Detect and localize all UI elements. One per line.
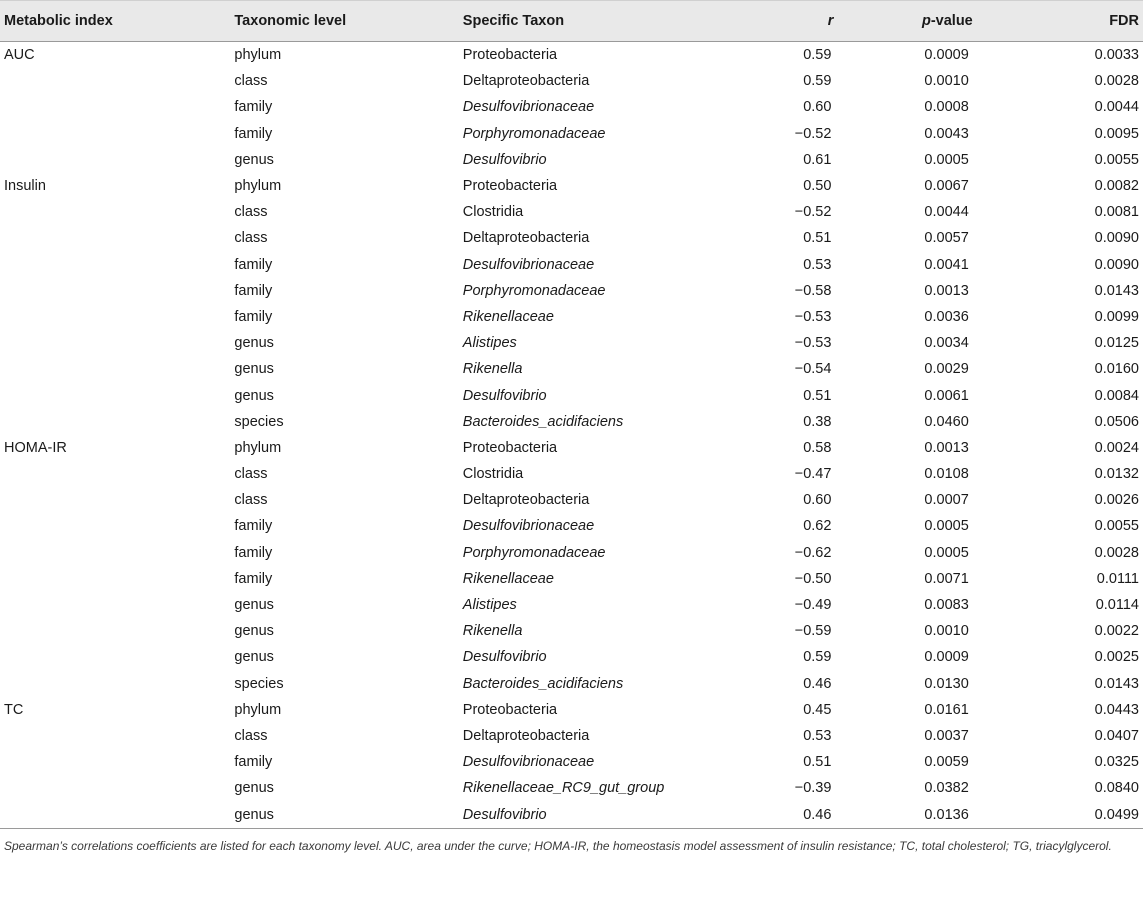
cell-metabolic-index	[0, 356, 234, 382]
cell-p-value: 0.0010	[924, 623, 969, 640]
header-p-suffix: -value	[930, 13, 973, 29]
table-row	[0, 540, 1143, 566]
cell-specific-taxon: Rikenellaceae	[462, 570, 554, 587]
cell-metabolic-index	[0, 409, 234, 435]
cell-fdr: 0.0022	[1094, 623, 1139, 640]
cell-fdr: 0.0033	[1094, 47, 1139, 64]
cell-fdr: 0.0055	[1094, 151, 1139, 168]
cell-p-value: 0.0036	[924, 308, 969, 325]
cell-metabolic-index	[0, 252, 234, 278]
cell-metabolic-index	[0, 382, 234, 408]
cell-fdr: 0.0499	[1029, 801, 1143, 828]
table-row	[0, 697, 1143, 723]
table-body	[0, 42, 1143, 829]
cell-taxonomic-level: genus	[234, 361, 274, 378]
cell-p-value: 0.0029	[924, 361, 969, 378]
cell-metabolic-index	[0, 461, 234, 487]
cell-specific-taxon: Desulfovibrio	[463, 801, 743, 828]
cell-specific-taxon: Desulfovibrio	[462, 649, 547, 666]
cell-fdr: 0.0325	[1094, 754, 1139, 771]
cell-specific-taxon: Desulfovibrionaceae	[462, 754, 595, 771]
cell-metabolic-index	[0, 566, 234, 592]
cell-taxonomic-level: genus	[234, 151, 274, 168]
table-row	[0, 513, 1143, 539]
header-row	[0, 1, 1143, 42]
cell-metabolic-index	[0, 801, 234, 828]
cell-metabolic-index	[0, 199, 234, 225]
header-p-italic: p	[921, 13, 931, 29]
header-metabolic-index: Metabolic index	[0, 1, 234, 42]
cell-fdr: 0.0143	[1094, 675, 1139, 692]
cell-fdr: 0.0506	[1094, 413, 1139, 430]
table-row	[0, 225, 1143, 251]
cell-p-value: 0.0037	[924, 727, 969, 744]
cell-taxonomic-level: class	[234, 230, 268, 247]
cell-r: −0.49	[794, 597, 832, 614]
cell-p-value: 0.0071	[924, 570, 969, 587]
cell-taxonomic-level: family	[234, 570, 273, 587]
cell-r: 0.51	[803, 387, 832, 404]
cell-r: 0.59	[803, 47, 832, 64]
cell-r: 0.58	[803, 439, 832, 456]
cell-fdr: 0.0099	[1094, 308, 1139, 325]
cell-p-value: 0.0005	[924, 151, 969, 168]
cell-r: 0.62	[803, 518, 832, 535]
cell-r: −0.59	[794, 623, 832, 640]
table-row	[0, 199, 1143, 225]
header-specific-taxon: Specific Taxon	[463, 1, 743, 42]
cell-taxonomic-level: class	[234, 466, 268, 483]
cell-fdr: 0.0025	[1094, 649, 1139, 666]
cell-fdr: 0.0143	[1094, 282, 1139, 299]
cell-specific-taxon: Deltaproteobacteria	[462, 492, 590, 509]
cell-r: 0.38	[803, 413, 832, 430]
cell-metabolic-index	[0, 592, 234, 618]
cell-fdr: 0.0125	[1094, 335, 1139, 352]
cell-p-value: 0.0043	[924, 125, 969, 142]
cell-taxonomic-level: phylum	[234, 47, 282, 64]
cell-fdr: 0.0443	[1094, 701, 1139, 718]
cell-specific-taxon: Rikenella	[462, 623, 523, 640]
cell-specific-taxon: Deltaproteobacteria	[462, 727, 590, 744]
cell-fdr: 0.0090	[1094, 256, 1139, 273]
cell-p-value: 0.0044	[924, 204, 969, 221]
cell-specific-taxon: Clostridia	[462, 204, 524, 221]
table-row	[0, 435, 1143, 461]
cell-metabolic-index	[0, 723, 234, 749]
cell-specific-taxon: Proteobacteria	[462, 47, 558, 64]
cell-p-value: 0.0008	[924, 99, 969, 116]
cell-p-value: 0.0010	[924, 73, 969, 90]
cell-r: 0.51	[803, 230, 832, 247]
cell-p-value: 0.0009	[924, 47, 969, 64]
cell-metabolic-index	[0, 671, 234, 697]
cell-p-value: 0.0057	[924, 230, 969, 247]
table-row	[0, 644, 1143, 670]
cell-taxonomic-level: genus	[234, 649, 274, 666]
cell-p-value: 0.0009	[924, 649, 969, 666]
cell-specific-taxon: Desulfovibrio	[462, 387, 547, 404]
cell-r: −0.52	[794, 204, 832, 221]
table-row	[0, 147, 1143, 173]
cell-metabolic-index	[0, 121, 234, 147]
cell-r: 0.45	[803, 701, 832, 718]
table-row	[0, 775, 1143, 801]
header-p-value	[833, 1, 1028, 42]
table-row	[0, 304, 1143, 330]
table-row	[0, 409, 1143, 435]
cell-fdr: 0.0028	[1094, 73, 1139, 90]
cell-metabolic-index	[0, 278, 234, 304]
cell-taxonomic-level: family	[234, 256, 273, 273]
cell-p-value: 0.0382	[924, 780, 969, 797]
cell-p-value: 0.0108	[924, 466, 969, 483]
cell-specific-taxon: Desulfovibrionaceae	[462, 518, 595, 535]
header-taxonomic-level: Taxonomic level	[234, 1, 462, 42]
cell-taxonomic-level: family	[234, 99, 273, 116]
cell-fdr: 0.0084	[1094, 387, 1139, 404]
cell-r: 0.50	[803, 178, 832, 195]
cell-metabolic-index	[0, 749, 234, 775]
cell-taxonomic-level: class	[234, 492, 268, 509]
cell-taxonomic-level: family	[234, 754, 273, 771]
cell-metabolic-index	[0, 618, 234, 644]
cell-fdr: 0.0407	[1094, 727, 1139, 744]
cell-p-value: 0.0007	[924, 492, 969, 509]
table-row	[0, 618, 1143, 644]
cell-r: −0.53	[794, 335, 832, 352]
cell-fdr: 0.0095	[1094, 125, 1139, 142]
cell-p-value: 0.0083	[924, 597, 969, 614]
cell-specific-taxon: Desulfovibrionaceae	[462, 99, 595, 116]
cell-taxonomic-level: species	[234, 675, 284, 692]
cell-metabolic-index	[0, 68, 234, 94]
cell-fdr: 0.0055	[1094, 518, 1139, 535]
cell-p-value: 0.0130	[924, 675, 969, 692]
cell-specific-taxon: Rikenellaceae_RC9_gut_group	[462, 780, 665, 797]
cell-metabolic-index	[0, 330, 234, 356]
cell-r: −0.54	[794, 361, 832, 378]
header-fdr: FDR	[1029, 1, 1143, 42]
cell-metabolic-index: HOMA-IR	[4, 439, 67, 456]
cell-specific-taxon: Alistipes	[462, 597, 517, 614]
cell-metabolic-index: TC	[4, 701, 24, 718]
cell-specific-taxon: Rikenellaceae	[462, 308, 554, 325]
cell-metabolic-index: Insulin	[4, 178, 46, 195]
cell-p-value: 0.0041	[924, 256, 969, 273]
table-header	[0, 1, 1143, 42]
table-row	[0, 487, 1143, 513]
cell-r: 0.59	[803, 649, 832, 666]
cell-taxonomic-level: class	[234, 73, 268, 90]
cell-r: 0.46	[803, 675, 832, 692]
table-row	[0, 356, 1143, 382]
cell-metabolic-index	[0, 94, 234, 120]
cell-p-value: 0.0005	[924, 544, 969, 561]
cell-taxonomic-level: genus	[234, 623, 274, 640]
cell-specific-taxon: Proteobacteria	[462, 439, 558, 456]
table-row	[0, 252, 1143, 278]
table-row	[0, 94, 1143, 120]
cell-taxonomic-level: family	[234, 308, 273, 325]
table-row	[0, 382, 1143, 408]
cell-specific-taxon: Proteobacteria	[462, 178, 558, 195]
cell-specific-taxon: Bacteroides_acidifaciens	[462, 413, 624, 430]
cell-r: −0.50	[794, 570, 832, 587]
cell-r: −0.47	[794, 466, 832, 483]
cell-specific-taxon: Desulfovibrionaceae	[462, 256, 595, 273]
cell-fdr: 0.0132	[1094, 466, 1139, 483]
cell-p-value: 0.0005	[924, 518, 969, 535]
cell-taxonomic-level: genus	[234, 335, 274, 352]
cell-fdr: 0.0160	[1094, 361, 1139, 378]
table-row	[0, 278, 1143, 304]
cell-taxonomic-level: phylum	[234, 439, 282, 456]
cell-p-value: 0.0034	[924, 335, 969, 352]
table-row	[0, 173, 1143, 199]
cell-metabolic-index	[0, 225, 234, 251]
cell-specific-taxon: Proteobacteria	[462, 701, 558, 718]
cell-p-value: 0.0460	[924, 413, 969, 430]
cell-metabolic-index	[0, 487, 234, 513]
cell-specific-taxon: Alistipes	[462, 335, 517, 352]
table-row	[0, 749, 1143, 775]
cell-fdr: 0.0840	[1094, 780, 1139, 797]
cell-fdr: 0.0090	[1094, 230, 1139, 247]
cell-metabolic-index	[0, 513, 234, 539]
cell-metabolic-index: AUC	[4, 47, 35, 64]
cell-specific-taxon: Desulfovibrio	[462, 151, 547, 168]
cell-taxonomic-level: species	[234, 413, 284, 430]
table-row	[0, 461, 1143, 487]
cell-p-value: 0.0161	[924, 701, 969, 718]
table-footnote: Spearman’s correlations coefficients are listed for each taxonomy level. AUC, area under the curve; HOMA-IR, the homeostasis model assessment of insulin resistance; TC, total cholesterol; TG, triacylglycerol.	[4, 838, 1112, 853]
cell-r: 0.60	[803, 492, 832, 509]
cell-p-value: 0.0059	[924, 754, 969, 771]
cell-r: 0.51	[803, 754, 832, 771]
cell-metabolic-index	[0, 540, 234, 566]
cell-taxonomic-level: genus	[234, 387, 274, 404]
table-row	[0, 68, 1143, 94]
cell-taxonomic-level: phylum	[234, 701, 282, 718]
cell-r: −0.52	[794, 125, 832, 142]
cell-r: −0.53	[794, 308, 832, 325]
cell-metabolic-index	[0, 775, 234, 801]
cell-r: 0.60	[803, 99, 832, 116]
cell-fdr: 0.0028	[1094, 544, 1139, 561]
cell-p-value: 0.0013	[924, 282, 969, 299]
cell-fdr: 0.0044	[1094, 99, 1139, 116]
cell-specific-taxon: Porphyromonadaceae	[462, 282, 606, 299]
cell-r: −0.58	[794, 282, 832, 299]
cell-taxonomic-level: genus	[234, 801, 462, 828]
header-r: r	[743, 1, 833, 42]
cell-fdr: 0.0082	[1094, 178, 1139, 195]
cell-fdr: 0.0026	[1094, 492, 1139, 509]
table-row	[0, 723, 1143, 749]
cell-p-value: 0.0136	[833, 801, 1028, 828]
cell-metabolic-index	[0, 304, 234, 330]
cell-taxonomic-level: genus	[234, 597, 274, 614]
table-row	[0, 42, 1143, 69]
cell-r: 0.59	[803, 73, 832, 90]
cell-specific-taxon: Bacteroides_acidifaciens	[462, 675, 624, 692]
table-row	[0, 671, 1143, 697]
cell-r: 0.53	[803, 256, 832, 273]
cell-metabolic-index	[0, 644, 234, 670]
cell-fdr: 0.0114	[1095, 597, 1139, 614]
cell-taxonomic-level: phylum	[234, 178, 282, 195]
cell-taxonomic-level: class	[234, 204, 268, 221]
cell-specific-taxon: Rikenella	[462, 361, 523, 378]
cell-p-value: 0.0061	[924, 387, 969, 404]
cell-specific-taxon: Deltaproteobacteria	[462, 73, 590, 90]
cell-r: −0.39	[794, 780, 832, 797]
cell-taxonomic-level: family	[234, 518, 273, 535]
cell-r: 0.46	[743, 801, 833, 828]
cell-r: −0.62	[794, 544, 832, 561]
cell-taxonomic-level: family	[234, 125, 273, 142]
table-row	[0, 801, 1143, 828]
cell-r: 0.53	[803, 727, 832, 744]
cell-p-value: 0.0013	[924, 439, 969, 456]
cell-r: 0.61	[803, 151, 832, 168]
table-row	[0, 592, 1143, 618]
cell-specific-taxon: Porphyromonadaceae	[462, 544, 606, 561]
cell-specific-taxon: Porphyromonadaceae	[462, 125, 606, 142]
table-row	[0, 566, 1143, 592]
cell-specific-taxon: Clostridia	[462, 466, 524, 483]
cell-fdr: 0.0111	[1096, 570, 1139, 587]
cell-taxonomic-level: class	[234, 727, 268, 744]
cell-p-value: 0.0067	[924, 178, 969, 195]
cell-specific-taxon: Deltaproteobacteria	[462, 230, 590, 247]
cell-fdr: 0.0024	[1094, 439, 1139, 456]
table-row	[0, 330, 1143, 356]
table-row	[0, 121, 1143, 147]
cell-taxonomic-level: genus	[234, 780, 274, 797]
cell-taxonomic-level: family	[234, 282, 273, 299]
cell-metabolic-index	[0, 147, 234, 173]
cell-taxonomic-level: family	[234, 544, 273, 561]
cell-fdr: 0.0081	[1094, 204, 1139, 221]
